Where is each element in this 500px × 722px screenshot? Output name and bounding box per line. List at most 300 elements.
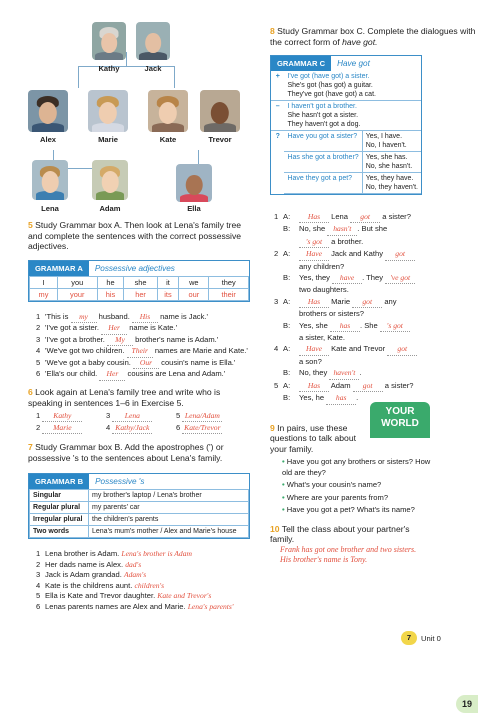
exercise-5-item: [36, 335, 250, 347]
sentence-part: name is Kate.': [127, 323, 178, 333]
answer: Adam's: [123, 570, 147, 580]
dialogue-line: [274, 284, 476, 295]
answer: Kate/Trevor: [184, 423, 221, 433]
speaker: [283, 308, 299, 319]
line-part: .: [359, 368, 362, 378]
exercise-7-item: [36, 549, 250, 560]
speaker: [283, 261, 299, 272]
speaker: A:: [283, 380, 291, 390]
exercise-7-item: [36, 581, 250, 592]
exercise-5-title: Study Grammar box A. Then look at Lena's family tree and complete the sentences with the correct possessive adjectives.: [28, 220, 242, 251]
name-kate: Kate: [159, 135, 177, 144]
speaker: B:: [283, 393, 291, 403]
minus-icon: –: [275, 103, 280, 110]
grammar-b-row: [30, 502, 249, 514]
item-number: 4: [36, 346, 41, 356]
sentence-part: 'I've got a sister.: [45, 323, 102, 333]
item-number: 1: [36, 411, 41, 421]
exercise-8-number: 8: [270, 26, 275, 36]
exercise-10-instructions: [270, 524, 420, 545]
sentence: Ella is Kate and Trevor daughter.: [45, 591, 158, 601]
speaker: B:: [283, 224, 291, 234]
sentence-part: 'We've got a baby cousin.: [45, 357, 134, 367]
positive-forms: [284, 71, 421, 101]
item-text: [45, 346, 248, 358]
item-number: 3: [274, 296, 279, 306]
pronoun-cell: I: [30, 276, 58, 288]
item-text: [45, 369, 225, 381]
grammar-box-b-tag: GRAMMAR B: [29, 474, 89, 489]
exercise-5-item: [36, 369, 250, 381]
item-number: [274, 284, 283, 295]
line-text: [299, 223, 387, 235]
item-text: [45, 358, 235, 370]
exercise-7-sentences: [36, 549, 250, 613]
exercise-5-item: [36, 312, 250, 324]
tree-line: [78, 66, 79, 88]
line-part: a son?: [299, 356, 322, 366]
possessive-row: [30, 288, 249, 300]
line-text: [299, 248, 415, 260]
line-part: No, she: [299, 224, 328, 234]
line-text: [299, 380, 413, 392]
line-part: two daughters.: [299, 285, 349, 295]
name-marie: Marie: [98, 135, 118, 144]
question: Have you got a sister?: [287, 133, 358, 140]
item-number: 4: [106, 423, 111, 433]
answer: Her: [99, 369, 125, 381]
line-part: . She: [359, 320, 380, 330]
dialogue-line: [274, 236, 476, 248]
dialogue-line: [274, 248, 476, 260]
grammar-box-a-name: Possessive adjectives: [94, 263, 175, 273]
answer: My: [107, 335, 133, 347]
exercise-6-instructions: [28, 387, 250, 408]
tree-line: [198, 150, 199, 164]
answer: dad's: [125, 559, 142, 569]
form-line: I haven't got a brother.: [287, 103, 357, 110]
sentence-part: 'We've got two children.: [45, 346, 127, 356]
line-part: a sister, Kate.: [299, 333, 346, 343]
exercise-10-example: Frank has got one brother and two sisters. His brother's name is Tony.: [280, 544, 417, 564]
short-answer: No, I haven't.: [365, 142, 407, 149]
exercise-6-answer: [106, 410, 176, 422]
exercise-7-title: Study Grammar box B. Add the apostrophes (') or possessive 's to the sentences about Lena's family.: [28, 442, 224, 463]
answer: Her: [101, 323, 127, 335]
item-number: 6: [36, 369, 41, 379]
exercise-7-item: [36, 570, 250, 581]
line-part: any: [382, 296, 397, 306]
item-number: 6: [176, 423, 181, 433]
exercise-9-number: 9: [270, 422, 275, 433]
sentence: Jack is Adam grandad.: [45, 570, 124, 580]
item-number: 3: [106, 411, 111, 421]
line-part: any children?: [299, 261, 345, 271]
exercise-8-title: Study Grammar box C. Complete the dialogues with the correct form of: [270, 26, 476, 47]
item-number: 5: [36, 591, 41, 601]
answer: got: [387, 343, 417, 355]
pronoun-cell: they: [209, 276, 249, 288]
form-line: She's got (has got) a guitar.: [287, 82, 373, 89]
item-text: [45, 581, 164, 592]
item-number: 5: [36, 357, 41, 367]
answer: got: [352, 296, 382, 308]
possessive-cell: its: [157, 288, 179, 300]
short-answers: [362, 173, 421, 194]
item-number: [274, 236, 283, 248]
line-text: [299, 392, 358, 404]
photo-lena: [32, 160, 68, 200]
item-number: 4: [36, 580, 41, 590]
exercise-7-number: 7: [28, 442, 33, 453]
photo-kate: [148, 90, 188, 132]
possessive-cell: her: [124, 288, 157, 300]
photo-trevor: [200, 90, 240, 132]
rule-example: my brother's laptop / Lena's brother: [89, 490, 249, 502]
possessive-cell: his: [97, 288, 124, 300]
question-pair: [284, 173, 421, 194]
short-answer: Yes, they have.: [365, 175, 414, 182]
item-text: [45, 560, 141, 571]
name-adam: Adam: [99, 204, 121, 213]
line-text: [299, 284, 349, 295]
question: Has she got a brother?: [287, 154, 359, 161]
question-pair: [284, 152, 421, 173]
item-number: 2: [274, 249, 279, 259]
name-alex: Alex: [39, 135, 57, 144]
answer: Lena: [112, 410, 152, 422]
exercise-6-answer: [36, 410, 106, 422]
sentence-part: 'Ella's our child.: [45, 369, 100, 379]
line-part: .: [356, 393, 359, 403]
answer: Kathy/Jack: [112, 422, 152, 434]
answer: Has: [299, 211, 329, 223]
line-part: Adam: [329, 380, 353, 390]
answer: 've got: [385, 272, 415, 284]
dialogue-line: [274, 320, 476, 332]
exercise-5-sentences: [36, 312, 250, 382]
rule-label: Singular: [30, 490, 89, 502]
question: Have they got a pet?: [287, 175, 353, 182]
exercise-5-instructions: [28, 220, 250, 252]
speaker: B:: [283, 273, 291, 283]
exercise-9-instructions: [270, 423, 370, 455]
item-number: 1: [36, 311, 41, 321]
sentence-part: 'This is: [45, 311, 71, 321]
exercise-6-title: Look again at Lena's family tree and write who is speaking in sentences 1–6 in Exercise 5.: [28, 387, 221, 408]
line-part: Yes, they: [299, 273, 333, 283]
line-part: . They: [362, 273, 386, 283]
your-world-line-2: WORLD: [381, 418, 419, 429]
sentence-part: 'I've got a brother.: [45, 334, 107, 344]
grammar-box-a-tag: GRAMMAR A: [29, 261, 89, 276]
grammar-box-a: [28, 260, 250, 302]
dialogue-line: [274, 343, 476, 355]
short-answers: [362, 152, 421, 173]
item-text: [45, 570, 146, 581]
item-number: [274, 272, 283, 284]
answer: 's got: [380, 320, 410, 332]
question-icon: ?: [275, 133, 280, 140]
your-world-badge: [370, 402, 430, 438]
line-text: [299, 296, 397, 308]
sentence-part: name is Jack.': [157, 311, 208, 321]
item-number: 4: [274, 344, 279, 354]
speaker: A:: [283, 296, 291, 306]
grammar-box-c-header: [271, 56, 421, 71]
line-text: [299, 356, 322, 367]
line-part: Jack and Kathy: [329, 249, 386, 259]
answer: has: [326, 392, 356, 404]
item-text: [45, 549, 192, 560]
grammar-box-b-header: [29, 474, 249, 489]
grammar-box-c: [270, 55, 422, 195]
answer: Marie: [42, 422, 82, 434]
question-table: [284, 131, 421, 194]
name-lena: Lena: [41, 204, 59, 213]
item-text: [45, 591, 211, 602]
dialogue-line: [274, 211, 476, 223]
form-line: They haven't got a dog.: [287, 121, 361, 128]
short-answer: No, she hasn't.: [365, 163, 413, 170]
pronoun-cell: you: [57, 276, 97, 288]
name-ella: Ella: [187, 204, 201, 213]
answer: 's got: [299, 236, 329, 248]
pronoun-cell: it: [157, 276, 179, 288]
exercise-5-item: [36, 346, 250, 358]
dialogue-line: [274, 380, 476, 392]
speaker: B:: [283, 368, 291, 378]
answer: Kathy: [42, 410, 82, 422]
discussion-question: • Where are your parents from?: [282, 493, 432, 504]
item-number: [274, 367, 283, 379]
speaker: A:: [283, 212, 291, 221]
line-part: brothers or sisters?: [299, 309, 364, 319]
line-text: [299, 261, 344, 272]
exercise-7-instructions: [28, 442, 250, 463]
rule-label: Regular plural: [30, 502, 89, 514]
item-number: 6: [36, 602, 41, 612]
grammar-b-row: [30, 490, 249, 502]
exercise-6-answers: [36, 410, 250, 434]
pronoun-row: [30, 276, 249, 288]
answer: children's: [134, 580, 165, 590]
item-number: [274, 261, 283, 272]
item-number: [274, 356, 283, 367]
line-part: Yes, she: [299, 320, 330, 330]
photo-marie: [88, 90, 128, 132]
grammar-box-c-tag: GRAMMAR C: [271, 56, 331, 71]
line-text: [299, 211, 411, 223]
discussion-question: • Have you got any brothers or sisters? How old are they?: [282, 457, 432, 478]
line-part: a sister?: [382, 380, 414, 390]
pronoun-cell: he: [97, 276, 124, 288]
name-trevor: Trevor: [208, 135, 232, 144]
possessive-adjectives-table: [29, 276, 249, 301]
exercise-10-title: Tell the class about your partner's family.: [270, 523, 410, 545]
exercise-6-number: 6: [28, 387, 33, 398]
line-text: [299, 332, 345, 343]
exercise-6-answer: [176, 422, 256, 434]
answer: got: [385, 248, 415, 260]
grammar-box-a-header: [29, 261, 249, 276]
exercise-7-item: [36, 560, 250, 571]
sentence-part: cousin's name is Ella.': [159, 357, 236, 367]
line-part: Yes, he: [299, 393, 327, 403]
item-text: [45, 312, 208, 324]
speaker: [283, 284, 299, 295]
speaker: [283, 356, 299, 367]
line-part: Kate and Trevor: [329, 344, 388, 354]
possessive-s-table: [29, 489, 249, 538]
item-number: 3: [36, 570, 41, 580]
line-text: [299, 308, 364, 319]
unit-name: Unit 0: [421, 633, 441, 643]
item-number: 5: [274, 380, 279, 390]
exercise-6-answer: [106, 422, 176, 434]
answer: Lena's brother is Adam: [121, 549, 193, 559]
item-text: [45, 602, 233, 613]
short-answer: Yes, I have.: [365, 133, 403, 140]
line-text: [299, 367, 362, 379]
sentence-part: husband.: [96, 311, 132, 321]
exercise-6-answer: [176, 410, 256, 422]
speaker: [283, 236, 299, 248]
answer: hasn't: [327, 223, 357, 235]
speaker: [283, 332, 299, 343]
exercise-8-dialogues: [274, 211, 476, 405]
possessive-cell: our: [179, 288, 209, 300]
item-text: [45, 335, 218, 347]
sentence: Kate is the childrens aunt.: [45, 580, 135, 590]
negative-row: [271, 101, 421, 131]
answer: Has: [299, 296, 329, 308]
exercise-7-item: [36, 602, 250, 613]
item-number: 5: [176, 411, 181, 421]
answer: has: [330, 320, 360, 332]
possessive-cell: my: [30, 288, 58, 300]
positive-row: [271, 71, 421, 101]
rule-example: the children's parents: [89, 514, 249, 526]
line-text: [299, 320, 410, 332]
answer: Lena's parents': [187, 602, 234, 612]
grammar-box-c-name: Have got: [337, 59, 370, 68]
line-text: [299, 343, 417, 355]
sentence: Lena brother is Adam.: [45, 549, 122, 559]
form-line: They've got (have got) a cat.: [287, 91, 376, 98]
item-number: 2: [36, 559, 41, 569]
dialogue-line: [274, 308, 476, 319]
item-text: [45, 323, 177, 335]
sentence: Her dads name is Alex.: [45, 559, 126, 569]
item-number: 1: [274, 212, 279, 221]
speaker: B:: [283, 320, 291, 330]
item-number: 1: [36, 549, 41, 559]
dialogue-line: [274, 367, 476, 379]
left-column: [28, 8, 250, 613]
rule-label: Two words: [30, 526, 89, 538]
question-pair: [284, 131, 421, 152]
line-text: [299, 272, 415, 284]
possessive-cell: their: [209, 288, 249, 300]
discussion-question: • What's your cousin's name?: [282, 480, 432, 491]
question-row: [271, 131, 421, 195]
photo-kathy: [92, 22, 126, 60]
discussion-question: • Have you got a pet? What's its name?: [282, 505, 432, 516]
item-number: [274, 332, 283, 343]
exercise-5-item: [36, 323, 250, 335]
speaker: A:: [283, 249, 291, 259]
name-kathy: Kathy: [98, 64, 120, 73]
unit-number-badge: 7: [401, 631, 417, 645]
item-number: [274, 223, 283, 235]
exercise-7-item: [36, 591, 250, 602]
sentence-part: brother's name is Adam.': [133, 334, 219, 344]
family-tree: [28, 8, 250, 216]
answer: Kate and Trevor's: [157, 591, 212, 601]
dialogue-line: [274, 223, 476, 235]
item-number: 2: [36, 323, 41, 333]
answer: Lena/Adam: [182, 410, 222, 422]
possessive-cell: your: [57, 288, 97, 300]
item-number: 2: [36, 423, 41, 433]
exercise-10-number: 10: [270, 523, 280, 534]
line-part: . But she: [357, 224, 388, 234]
photo-adam: [92, 160, 128, 200]
exercise-9-questions: [282, 457, 432, 516]
name-jack: Jack: [144, 64, 162, 73]
rule-example: Lena's mum's mother / Alex and Marie's house: [89, 526, 249, 538]
form-line: She hasn't got a sister.: [287, 112, 359, 119]
line-text: [299, 236, 363, 248]
sentence-part: cousins are Lena and Adam.': [125, 369, 226, 379]
line-part: a brother.: [329, 236, 364, 246]
answer: Has: [299, 380, 329, 392]
exercise-5-number: 5: [28, 220, 33, 230]
sentence: Lenas parents names are Alex and Marie.: [45, 602, 188, 612]
speaker: A:: [283, 344, 291, 354]
answer: His: [132, 312, 158, 324]
grammar-b-row: [30, 514, 249, 526]
photo-ella: [176, 164, 212, 202]
exercise-9-title: In pairs, use these questions to talk about your family.: [270, 422, 356, 454]
answer: Have: [299, 343, 329, 355]
pronoun-cell: we: [179, 276, 209, 288]
line-part: No, they: [299, 368, 330, 378]
your-world-line-1: YOUR: [385, 406, 415, 417]
answer: Have: [299, 248, 329, 260]
answer: got: [353, 380, 383, 392]
item-number: [274, 392, 283, 404]
pronoun-cell: she: [124, 276, 157, 288]
dialogue-line: [274, 261, 476, 272]
rule-example: my parents' car: [89, 502, 249, 514]
exercise-8-title-italic: have got.: [342, 36, 378, 47]
short-answer: Yes, she has.: [365, 154, 408, 161]
grammar-box-b-name: Possessive 's: [95, 477, 145, 487]
rule-label: Irregular plural: [30, 514, 89, 526]
negative-forms: [284, 101, 421, 131]
short-answer: No, they haven't.: [365, 184, 418, 191]
form-line: I've got (have got) a sister.: [287, 73, 370, 80]
dialogue-line: [274, 296, 476, 308]
exercise-6-answer: [36, 422, 106, 434]
item-number: 3: [36, 334, 41, 344]
grammar-box-b: [28, 473, 250, 539]
right-column: [270, 26, 476, 565]
plus-icon: +: [275, 73, 280, 80]
have-got-table: [271, 71, 421, 194]
